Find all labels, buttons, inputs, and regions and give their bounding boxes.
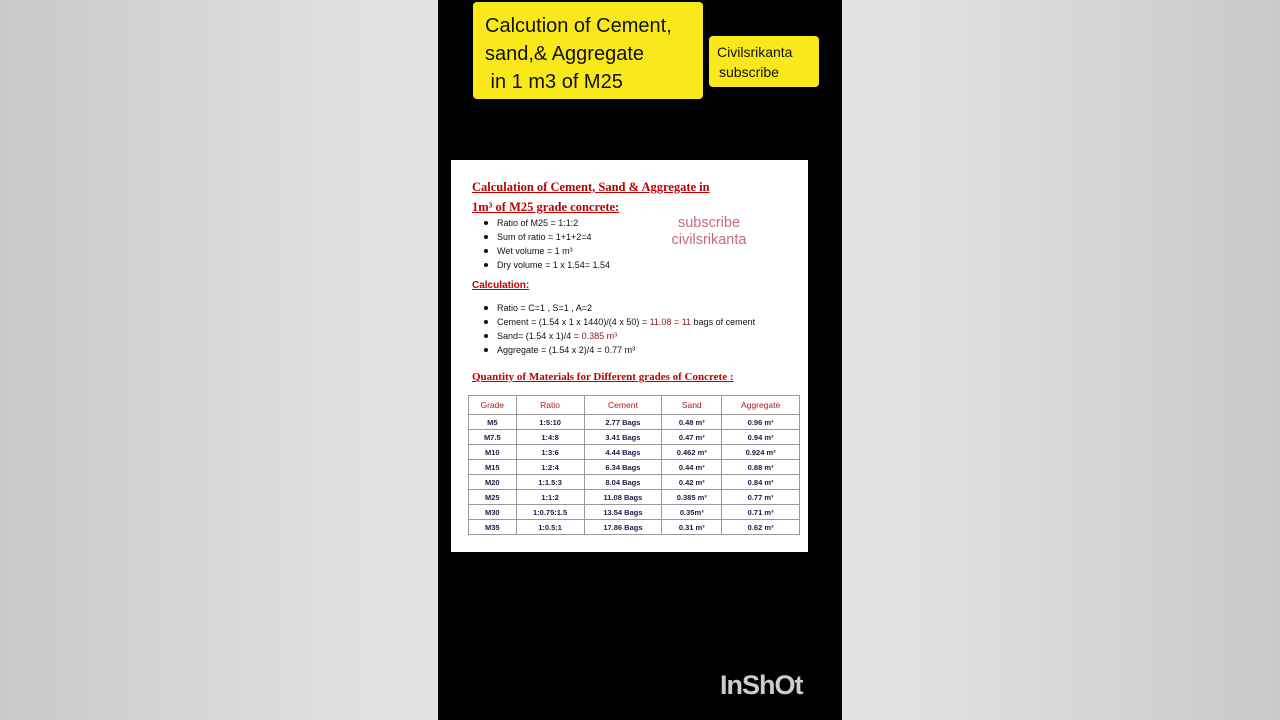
table-cell: 11.08 Bags xyxy=(584,490,662,505)
title-banner xyxy=(473,2,703,99)
column-header: Cement xyxy=(584,396,662,415)
table-cell: 1:5:10 xyxy=(516,415,584,430)
table-cell: 1:2:4 xyxy=(516,460,584,475)
table-cell: 0.84 m³ xyxy=(722,475,800,490)
banner-line: in 1 m3 of M25 xyxy=(485,71,623,93)
banner-line: Calcution of Cement, xyxy=(485,15,672,37)
table-cell: 1:1:2 xyxy=(516,490,584,505)
cement-formula: Cement = (1.54 x 1 x 1440)/(4 x 50) = xyxy=(497,317,650,327)
table-cell: 0.62 m³ xyxy=(722,520,800,535)
list-item xyxy=(484,315,755,329)
table-row xyxy=(469,460,800,475)
table-cell: M10 xyxy=(469,445,517,460)
table-row xyxy=(469,430,800,445)
table-cell: 1:1.5:3 xyxy=(516,475,584,490)
table-row xyxy=(469,475,800,490)
table-cell: 17.86 Bags xyxy=(584,520,662,535)
table-cell: 0.385 m³ xyxy=(662,490,722,505)
table-cell: 0.88 m³ xyxy=(722,460,800,475)
calculation-heading: Calculation: xyxy=(472,280,530,291)
watermark-line: subscribe xyxy=(677,215,741,231)
table-cell: 6.34 Bags xyxy=(584,460,662,475)
table-cell: 0.42 m³ xyxy=(662,475,722,490)
channel-badge xyxy=(709,36,819,87)
list-item: Ratio = C=1 , S=1 , A=2 xyxy=(484,301,755,315)
table-row xyxy=(469,445,800,460)
document-page xyxy=(451,160,808,552)
table-cell: 0.35m³ xyxy=(662,505,722,520)
table-cell: 0.924 m³ xyxy=(722,445,800,460)
table-cell: M25 xyxy=(469,490,517,505)
table-cell: 2.77 Bags xyxy=(584,415,662,430)
subscribe-label: subscribe xyxy=(719,64,779,80)
table-cell: 0.462 m³ xyxy=(662,445,722,460)
list-item: Dry volume = 1 x 1.54= 1.54 xyxy=(484,258,610,272)
sand-formula: Sand= (1.54 x 1)/4 = xyxy=(497,331,582,341)
table-cell: 0.48 m³ xyxy=(662,415,722,430)
inshot-watermark: InShOt xyxy=(720,670,803,700)
table-cell: 0.77 m³ xyxy=(722,490,800,505)
column-header: Ratio xyxy=(516,396,584,415)
list-item: Wet volume = 1 m³ xyxy=(484,244,610,258)
table-cell: 4.44 Bags xyxy=(584,445,662,460)
column-header: Sand xyxy=(662,396,722,415)
cement-result: 11.08 = 11 xyxy=(649,317,692,327)
watermark-line: civilsrikanta xyxy=(671,232,747,248)
table-cell: 0.94 m³ xyxy=(722,430,800,445)
table-cell: M15 xyxy=(469,460,517,475)
table-cell: 1:0.5:1 xyxy=(516,520,584,535)
table-cell: 0.31 m³ xyxy=(662,520,722,535)
document-title xyxy=(472,177,792,217)
sand-result: 0.385 m³ xyxy=(581,331,618,341)
title-line: 1m³ of M25 grade concrete: xyxy=(472,200,620,214)
list-item: Aggregate = (1.54 x 2)/4 = 0.77 m³ xyxy=(484,343,755,357)
list-item xyxy=(484,329,755,343)
table-cell: 1:3:6 xyxy=(516,445,584,460)
calculation-list xyxy=(484,301,755,357)
table-row xyxy=(469,505,800,520)
table-title: Quantity of Materials for Different grades of Concrete : xyxy=(472,371,734,383)
table-cell: M5 xyxy=(469,415,517,430)
table-cell: 8.04 Bags xyxy=(584,475,662,490)
title-line: Calculation of Cement, Sand & Aggregate in xyxy=(472,180,710,194)
intro-list xyxy=(484,216,610,272)
table-cell: 1:0.75:1.5 xyxy=(516,505,584,520)
table-cell: 13.54 Bags xyxy=(584,505,662,520)
table-cell: 0.47 m³ xyxy=(662,430,722,445)
cement-suffix: bags of cement xyxy=(691,317,756,327)
table-row xyxy=(469,520,800,535)
table-cell: M7.5 xyxy=(469,430,517,445)
column-header: Grade xyxy=(469,396,517,415)
subscribe-watermark xyxy=(657,215,761,249)
table-cell: 1:4:8 xyxy=(516,430,584,445)
table-cell: M20 xyxy=(469,475,517,490)
list-item: Sum of ratio = 1+1+2=4 xyxy=(484,230,610,244)
table-cell: 0.71 m³ xyxy=(722,505,800,520)
list-item: Ratio of M25 = 1:1:2 xyxy=(484,216,610,230)
banner-line: sand,& Aggregate xyxy=(485,43,645,65)
column-header: Aggregate xyxy=(722,396,800,415)
table-cell: 3.41 Bags xyxy=(584,430,662,445)
table-row xyxy=(469,490,800,505)
materials-table xyxy=(468,395,800,535)
table-cell: M30 xyxy=(469,505,517,520)
table-cell: 0.44 m³ xyxy=(662,460,722,475)
table-row xyxy=(469,415,800,430)
table-cell: M35 xyxy=(469,520,517,535)
table-cell: 0.96 m³ xyxy=(722,415,800,430)
channel-name: Civilsrikanta xyxy=(717,44,793,60)
